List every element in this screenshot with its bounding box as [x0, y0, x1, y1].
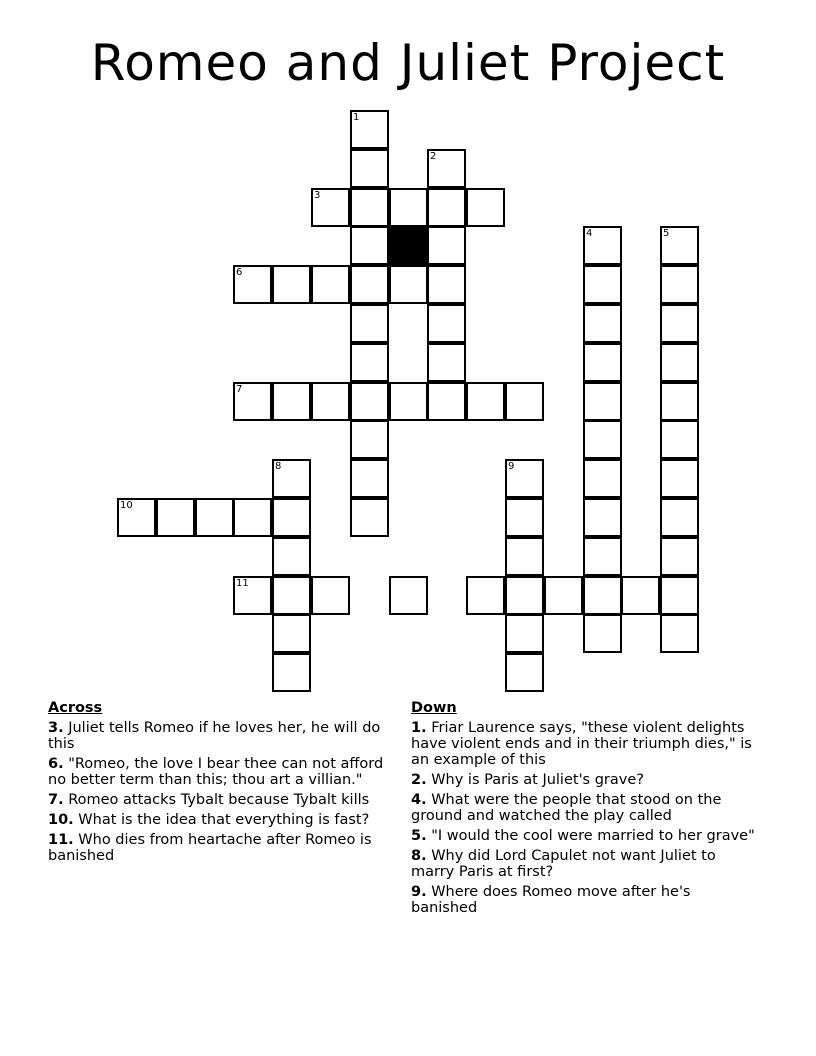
- grid-cell[interactable]: [389, 576, 428, 615]
- grid-cell-10[interactable]: [117, 498, 156, 537]
- grid-cell[interactable]: [660, 537, 699, 576]
- clue-number: 9: [508, 461, 515, 472]
- grid-cell[interactable]: [583, 498, 622, 537]
- grid-cell[interactable]: [660, 304, 699, 343]
- clue-across-3: 3. Juliet tells Romeo if he loves her, he will do this: [48, 720, 381, 752]
- grid-cell-3[interactable]: [311, 188, 350, 227]
- clue-number: 1: [353, 112, 360, 123]
- across-heading: Across: [48, 700, 103, 716]
- grid-cell[interactable]: [350, 226, 389, 265]
- clue-down-2: 2. Why is Paris at Juliet's grave?: [411, 772, 644, 788]
- grid-cell[interactable]: [583, 420, 622, 459]
- grid-cell-9[interactable]: [505, 459, 544, 498]
- grid-cell[interactable]: [427, 382, 466, 421]
- clue-number: 10: [120, 500, 133, 511]
- clue-number: 11: [236, 578, 249, 589]
- grid-cell[interactable]: [272, 537, 311, 576]
- grid-cell-1[interactable]: [350, 110, 389, 149]
- grid-cell[interactable]: [505, 382, 544, 421]
- grid-cell[interactable]: [583, 343, 622, 382]
- grid-cell-7[interactable]: [233, 382, 272, 421]
- grid-cell[interactable]: [466, 188, 505, 227]
- grid-cell[interactable]: [583, 614, 622, 653]
- grid-cell[interactable]: [350, 265, 389, 304]
- clue-number: 7: [236, 384, 243, 395]
- clue-number: 6: [236, 267, 243, 278]
- grid-cell-6[interactable]: [233, 265, 272, 304]
- grid-cell[interactable]: [583, 537, 622, 576]
- grid-cell[interactable]: [660, 498, 699, 537]
- grid-cell[interactable]: [660, 576, 699, 615]
- clue-down-4: 4. What were the people that stood on the ground and watched the play called: [411, 792, 722, 824]
- grid-cell[interactable]: [660, 420, 699, 459]
- clue-across-11: 11. Who dies from heartache after Romeo is banished: [48, 832, 372, 864]
- across-clues: [48, 700, 393, 868]
- grid-cell[interactable]: [350, 149, 389, 188]
- clue-down-5: 5. "I would the cool were married to her grave": [411, 828, 755, 844]
- grid-cell[interactable]: [466, 576, 505, 615]
- grid-cell[interactable]: [583, 265, 622, 304]
- grid-cell[interactable]: [350, 304, 389, 343]
- grid-cell[interactable]: [311, 382, 350, 421]
- grid-cell[interactable]: [350, 188, 389, 227]
- grid-cell[interactable]: [350, 498, 389, 537]
- clue-number: 4: [586, 228, 593, 239]
- grid-cell[interactable]: [156, 498, 195, 537]
- clue-number: 5: [663, 228, 670, 239]
- grid-cell[interactable]: [389, 188, 428, 227]
- grid-cell[interactable]: [272, 576, 311, 615]
- grid-cell[interactable]: [272, 614, 311, 653]
- grid-cell[interactable]: [505, 576, 544, 615]
- clue-down-1: 1. Friar Laurence says, "these violent delights have violent ends and in their triumph dies," is an example of this: [411, 720, 752, 768]
- clue-across-6: 6. "Romeo, the love I bear thee can not afford no better term than this; thou art a villian.": [48, 756, 384, 788]
- grid-cell[interactable]: [350, 382, 389, 421]
- black-cell: [389, 226, 428, 265]
- grid-cell[interactable]: [350, 343, 389, 382]
- page-title: Romeo and Juliet Project: [90, 34, 726, 92]
- clue-number: 8: [275, 461, 282, 472]
- grid-cell[interactable]: [660, 343, 699, 382]
- grid-cell[interactable]: [272, 265, 311, 304]
- grid-cell[interactable]: [427, 188, 466, 227]
- clue-number: 2: [430, 151, 437, 162]
- grid-cell[interactable]: [660, 614, 699, 653]
- grid-cell[interactable]: [311, 265, 350, 304]
- grid-cell[interactable]: [195, 498, 234, 537]
- clue-across-7: 7. Romeo attacks Tybalt because Tybalt kills: [48, 792, 370, 808]
- grid-cell[interactable]: [272, 382, 311, 421]
- grid-cell[interactable]: [466, 382, 505, 421]
- clue-number: 3: [314, 190, 321, 201]
- grid-cell[interactable]: [583, 304, 622, 343]
- clue-across-10: 10. What is the idea that everything is fast?: [48, 812, 370, 828]
- grid-cell[interactable]: [427, 304, 466, 343]
- grid-cell[interactable]: [505, 537, 544, 576]
- grid-cell[interactable]: [389, 265, 428, 304]
- grid-cell[interactable]: [583, 576, 622, 615]
- grid-cell[interactable]: [311, 576, 350, 615]
- down-clues: [411, 700, 756, 920]
- grid-cell-8[interactable]: [272, 459, 311, 498]
- grid-cell[interactable]: [660, 265, 699, 304]
- grid-cell[interactable]: [350, 459, 389, 498]
- grid-cell[interactable]: [233, 498, 272, 537]
- grid-cell[interactable]: [272, 653, 311, 692]
- grid-cell[interactable]: [389, 382, 428, 421]
- grid-cell[interactable]: [660, 459, 699, 498]
- clue-down-9: 9. Where does Romeo move after he's banished: [411, 884, 691, 916]
- grid-cell-11[interactable]: [233, 576, 272, 615]
- grid-cell[interactable]: [427, 343, 466, 382]
- grid-cell-4[interactable]: [583, 226, 622, 265]
- grid-cell-5[interactable]: [660, 226, 699, 265]
- grid-cell[interactable]: [350, 420, 389, 459]
- grid-cell[interactable]: [427, 265, 466, 304]
- grid-cell[interactable]: [660, 382, 699, 421]
- grid-cell[interactable]: [505, 614, 544, 653]
- grid-cell[interactable]: [427, 226, 466, 265]
- clue-down-8: 8. Why did Lord Capulet not want Juliet to marry Paris at first?: [411, 848, 716, 880]
- grid-cell[interactable]: [583, 459, 622, 498]
- grid-cell[interactable]: [544, 576, 583, 615]
- grid-cell[interactable]: [505, 653, 544, 692]
- grid-cell[interactable]: [505, 498, 544, 537]
- grid-cell[interactable]: [272, 498, 311, 537]
- grid-cell[interactable]: [583, 382, 622, 421]
- grid-cell[interactable]: [621, 576, 660, 615]
- grid-cell-2[interactable]: [427, 149, 466, 188]
- down-heading: Down: [411, 700, 457, 716]
